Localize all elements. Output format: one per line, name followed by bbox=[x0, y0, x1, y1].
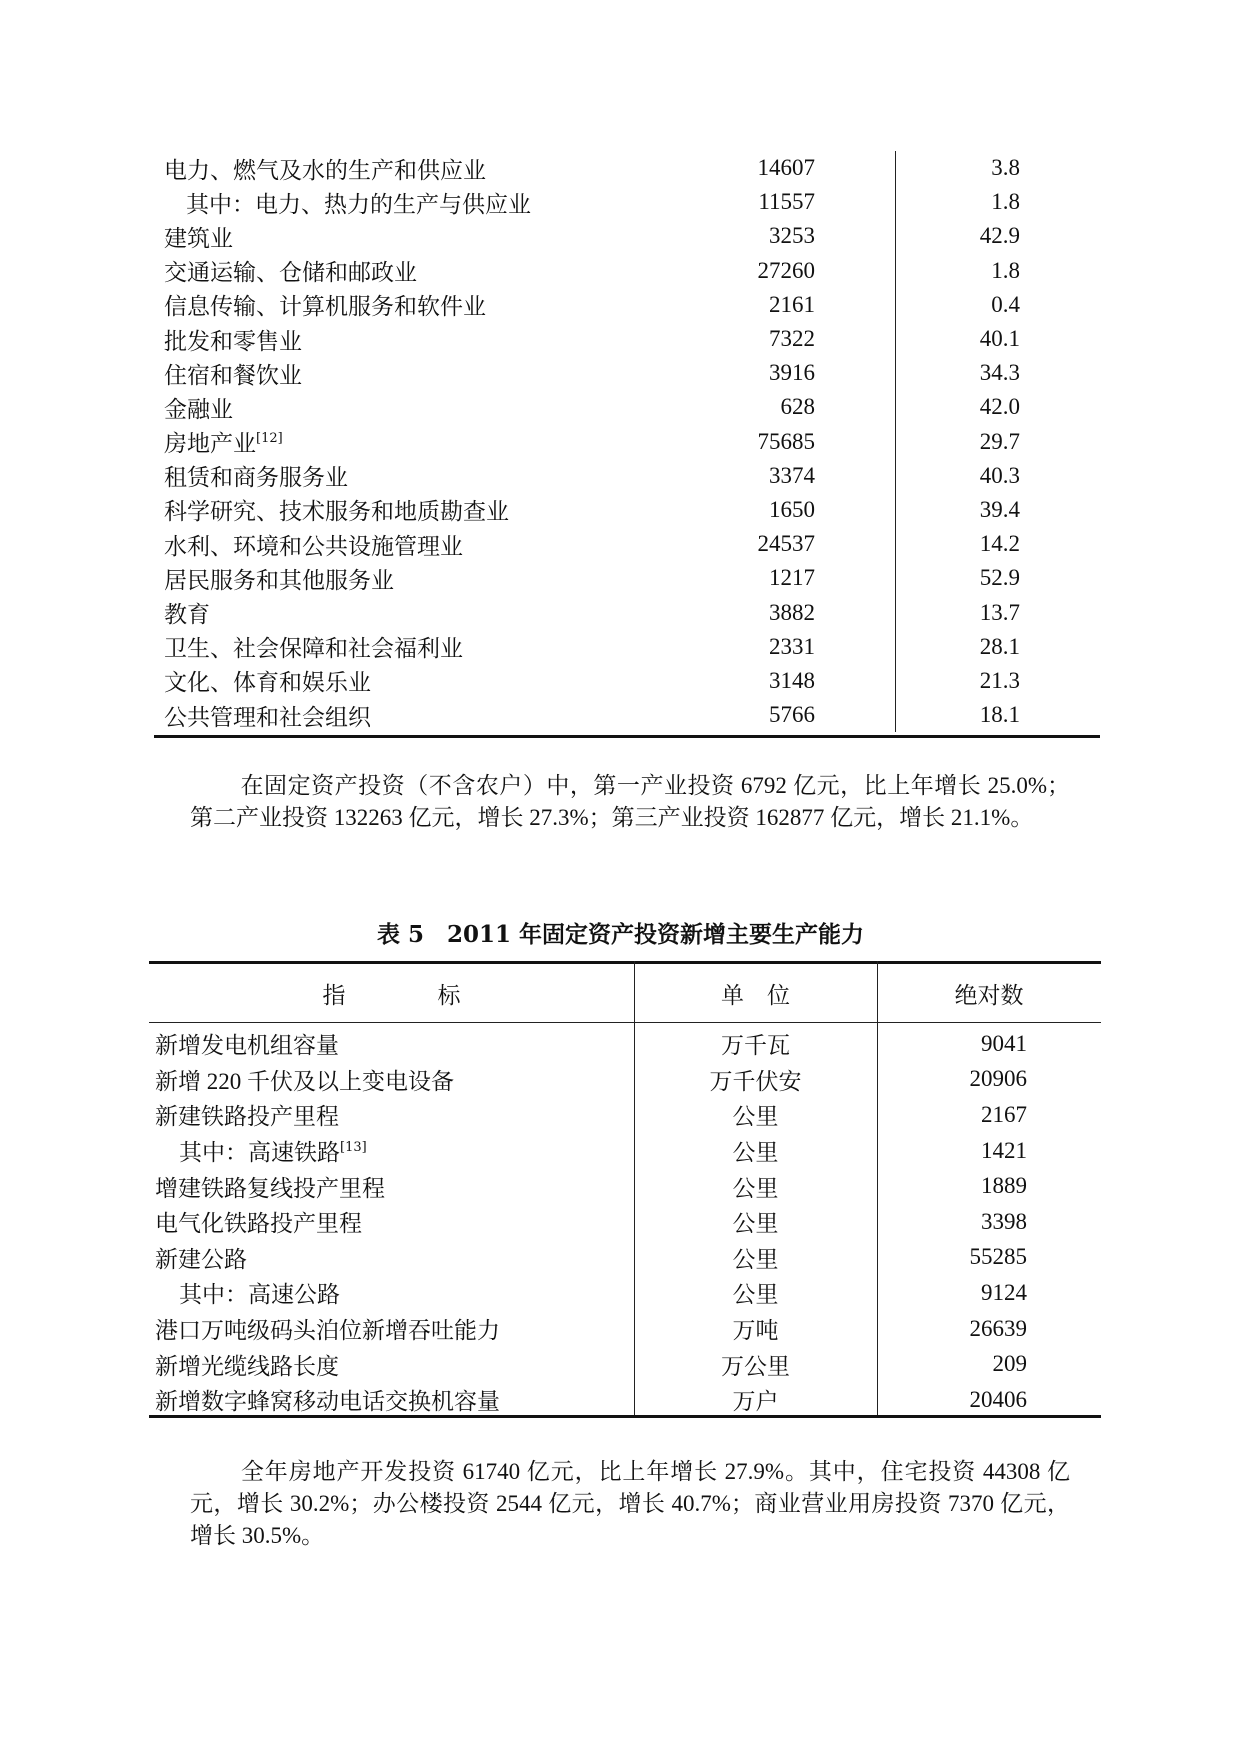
investment-value: 75685 bbox=[690, 425, 896, 459]
value: 9041 bbox=[981, 1030, 1027, 1056]
table-row bbox=[154, 493, 1100, 527]
table5-body bbox=[149, 1026, 1101, 1418]
growth-value: 40.1 bbox=[979, 326, 1020, 352]
growth-value: 40.3 bbox=[979, 462, 1020, 488]
table-row bbox=[154, 698, 1100, 732]
investment-by-industry-table bbox=[154, 151, 1100, 732]
growth-value: 0.4 bbox=[991, 291, 1020, 317]
table-row bbox=[154, 185, 1100, 219]
industry-name: 居民服务和其他服务业 bbox=[164, 567, 394, 594]
table-row bbox=[154, 356, 1100, 390]
footnote-ref: [13] bbox=[340, 1140, 367, 1156]
paragraph-industry-investment bbox=[190, 770, 1070, 834]
investment-value: 7322 bbox=[690, 322, 896, 356]
indicator-name-cell bbox=[149, 1134, 634, 1167]
table-row bbox=[154, 390, 1100, 424]
value: 26639 bbox=[969, 1315, 1027, 1341]
table-row bbox=[149, 1168, 1101, 1204]
investment-value: 24537 bbox=[690, 527, 896, 561]
growth-value: 34.3 bbox=[979, 360, 1020, 386]
investment-value: 3253 bbox=[690, 219, 896, 253]
table-body bbox=[154, 151, 1100, 732]
growth-value: 39.4 bbox=[979, 496, 1020, 522]
footnote-ref: [12] bbox=[256, 431, 283, 447]
table-row bbox=[149, 1346, 1101, 1382]
table-row bbox=[149, 1026, 1101, 1062]
investment-value: 27260 bbox=[690, 254, 896, 288]
indicator-name: 其中：高速铁路 bbox=[179, 1140, 340, 1167]
indicator-name: 新增光缆线路长度 bbox=[155, 1353, 339, 1380]
value: 2167 bbox=[981, 1101, 1027, 1127]
paragraph-text: 全年房地产开发投资 61740 亿元，比上年增长 27.9%。其中，住宅投资 44308 亿元，增长 30.2%；办公楼投资 2544 亿元，增长 40.7%；商业营业用房投资 7370 亿元，增长 30.5%。 bbox=[190, 1459, 1070, 1548]
unit: 公里 bbox=[732, 1246, 779, 1273]
investment-value: 3916 bbox=[690, 356, 896, 390]
unit: 公里 bbox=[732, 1104, 779, 1131]
indicator-name: 港口万吨级码头泊位新增吞吐能力 bbox=[155, 1318, 500, 1345]
table5-header bbox=[149, 964, 1101, 1022]
header-indicator: 指 标 bbox=[322, 982, 461, 1009]
industry-name-cell bbox=[154, 425, 690, 458]
investment-value: 3882 bbox=[690, 595, 896, 629]
investment-value: 1217 bbox=[690, 561, 896, 595]
growth-value: 3.8 bbox=[991, 155, 1020, 181]
industry-name: 公共管理和社会组织 bbox=[164, 704, 371, 731]
industry-name: 电力、燃气及水的生产和供应业 bbox=[164, 157, 486, 184]
value: 1889 bbox=[981, 1173, 1027, 1199]
unit: 公里 bbox=[732, 1282, 779, 1309]
table-row bbox=[154, 425, 1100, 459]
indicator-name: 新增数字蜂窝移动电话交换机容量 bbox=[155, 1389, 500, 1416]
industry-name: 卫生、社会保障和社会福利业 bbox=[164, 636, 463, 663]
indicator-name: 电气化铁路投产里程 bbox=[155, 1211, 362, 1238]
investment-value: 2161 bbox=[690, 288, 896, 322]
growth-value: 29.7 bbox=[979, 428, 1020, 454]
industry-name: 其中：电力、热力的生产与供应业 bbox=[186, 191, 531, 218]
industry-name: 教育 bbox=[164, 602, 210, 629]
value: 209 bbox=[992, 1351, 1027, 1377]
unit: 万户 bbox=[732, 1389, 779, 1416]
value: 3398 bbox=[981, 1208, 1027, 1234]
table-row bbox=[154, 527, 1100, 561]
investment-value: 3374 bbox=[690, 459, 896, 493]
investment-value: 5766 bbox=[690, 698, 896, 732]
unit: 万千瓦 bbox=[721, 1033, 790, 1060]
investment-value: 2331 bbox=[690, 630, 896, 664]
industry-name: 水利、环境和公共设施管理业 bbox=[164, 533, 463, 560]
table5-header-rule bbox=[149, 1022, 1101, 1023]
header-unit: 单 位 bbox=[721, 982, 790, 1009]
industry-name: 文化、体育和娱乐业 bbox=[164, 670, 371, 697]
investment-value: 11557 bbox=[690, 185, 896, 219]
table-row bbox=[149, 1240, 1101, 1276]
table-row bbox=[149, 1133, 1101, 1169]
growth-value: 1.8 bbox=[991, 257, 1020, 283]
value: 1421 bbox=[981, 1137, 1027, 1163]
table-row bbox=[154, 459, 1100, 493]
table-row bbox=[154, 322, 1100, 356]
unit: 公里 bbox=[732, 1175, 779, 1202]
industry-name: 交通运输、仓储和邮政业 bbox=[164, 260, 417, 287]
growth-value: 21.3 bbox=[979, 667, 1020, 693]
unit: 公里 bbox=[732, 1140, 779, 1167]
growth-value: 14.2 bbox=[979, 531, 1020, 557]
indicator-name: 新建铁路投产里程 bbox=[155, 1104, 339, 1131]
investment-value: 14607 bbox=[690, 151, 896, 185]
table-row bbox=[154, 561, 1100, 595]
value: 55285 bbox=[969, 1244, 1027, 1270]
table-row bbox=[154, 219, 1100, 253]
table-row bbox=[149, 1382, 1101, 1418]
growth-value: 28.1 bbox=[979, 633, 1020, 659]
table-bottom-rule bbox=[154, 735, 1100, 738]
unit: 万公里 bbox=[721, 1353, 790, 1380]
industry-name: 科学研究、技术服务和地质勘查业 bbox=[164, 499, 509, 526]
industry-name: 批发和零售业 bbox=[164, 328, 302, 355]
growth-value: 1.8 bbox=[991, 189, 1020, 215]
table-row bbox=[149, 1062, 1101, 1098]
unit: 万吨 bbox=[732, 1318, 779, 1345]
growth-value: 42.9 bbox=[979, 223, 1020, 249]
unit: 公里 bbox=[732, 1211, 779, 1238]
industry-name: 租赁和商务服务业 bbox=[164, 465, 348, 492]
unit: 万千伏安 bbox=[709, 1068, 802, 1095]
value: 20906 bbox=[969, 1066, 1027, 1092]
table5-bottom-rule bbox=[149, 1415, 1101, 1418]
indicator-name: 新增发电机组容量 bbox=[155, 1033, 339, 1060]
table-row bbox=[149, 1311, 1101, 1347]
paragraph-text: 在固定资产投资（不含农户）中，第一产业投资 6792 亿元，比上年增长 25.0%；第二产业投资 132263 亿元，增长 27.3%；第三产业投资 162877 亿元，增长 21.1%。 bbox=[190, 773, 1070, 830]
industry-name: 金融业 bbox=[164, 396, 233, 423]
paragraph-real-estate bbox=[190, 1456, 1070, 1552]
table-row bbox=[154, 254, 1100, 288]
table-row bbox=[154, 288, 1100, 322]
value: 9124 bbox=[981, 1279, 1027, 1305]
table-row bbox=[149, 1204, 1101, 1240]
table-row bbox=[154, 630, 1100, 664]
value: 20406 bbox=[969, 1386, 1027, 1412]
industry-name: 信息传输、计算机服务和软件业 bbox=[164, 294, 486, 321]
investment-value: 628 bbox=[690, 390, 896, 424]
investment-value: 1650 bbox=[690, 493, 896, 527]
industry-name: 房地产业 bbox=[164, 431, 256, 458]
growth-value: 52.9 bbox=[979, 565, 1020, 591]
table-row bbox=[149, 1097, 1101, 1133]
table-row bbox=[154, 151, 1100, 185]
growth-value: 42.0 bbox=[979, 394, 1020, 420]
industry-name: 建筑业 bbox=[164, 225, 233, 252]
growth-value: 13.7 bbox=[979, 599, 1020, 625]
investment-value: 3148 bbox=[690, 664, 896, 698]
indicator-name: 新增 220 千伏及以上变电设备 bbox=[155, 1068, 454, 1094]
indicator-name: 增建铁路复线投产里程 bbox=[155, 1175, 385, 1202]
indicator-name: 其中：高速公路 bbox=[179, 1282, 340, 1309]
industry-name: 住宿和餐饮业 bbox=[164, 362, 302, 389]
growth-value: 18.1 bbox=[979, 702, 1020, 728]
indicator-name: 新建公路 bbox=[155, 1246, 247, 1273]
table-row bbox=[149, 1275, 1101, 1311]
table-row bbox=[154, 664, 1100, 698]
table5-title: 表 5 2011 年固定资产投资新增主要生产能力 bbox=[376, 921, 865, 948]
header-value: 绝对数 bbox=[954, 982, 1024, 1009]
table-row bbox=[154, 595, 1100, 629]
